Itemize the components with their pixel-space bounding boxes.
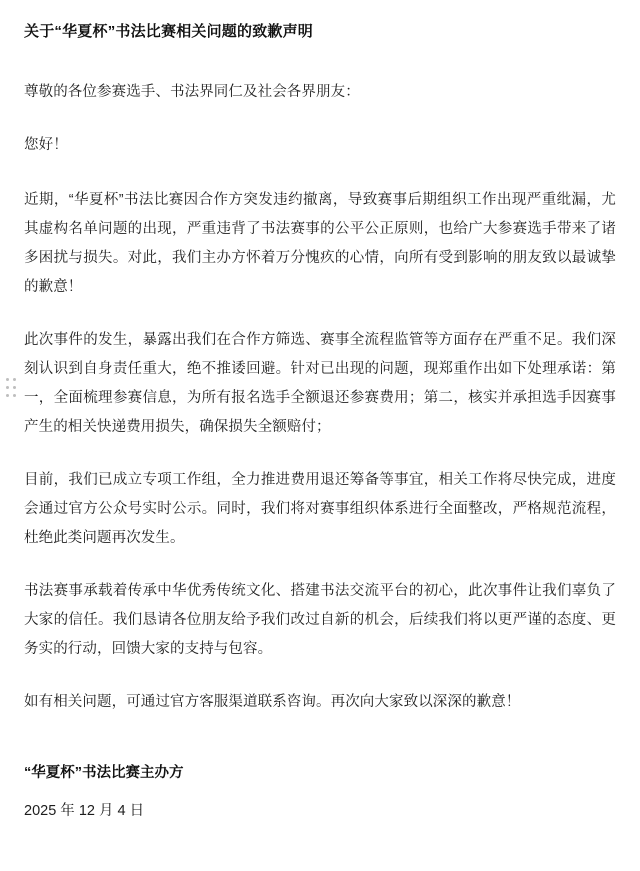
drag-handle-dot xyxy=(13,386,16,389)
date-text: 2025 年 12 月 4 日 xyxy=(24,803,145,819)
salutation-text: 尊敬的各位参赛选手、书法界同仁及社会各界朋友： xyxy=(24,84,360,100)
body-paragraph-4: 书法赛事承载着传承中华优秀传统文化、搭建书法交流平台的初心，此次事件让我们辜负了大家的信任。我们恳请各位朋友给予我们改过自新的机会，后续我们将以更严谨的态度、更务实的行动，回馈大家的支持与包容。 xyxy=(24,583,616,657)
body-paragraph-1: 近期，“华夏杯”书法比赛因合作方突发违约撤离，导致赛事后期组织工作出现严重纰漏，尤其虚构名单问题的出现，严重违背了书法赛事的公平公正原则，也给广大参赛选手带来了诸多困扰与损失。对此，我们主办方怀着万分愧疚的心情，向所有受到影响的朋友致以最诚挚的歉意！ xyxy=(24,192,616,295)
drag-handle-dot xyxy=(6,378,9,381)
drag-handle-dot xyxy=(6,386,9,389)
drag-handle-dot xyxy=(13,378,16,381)
body-paragraph-3: 目前，我们已成立专项工作组，全力推进费用退还筹备等事宜，相关工作将尽快完成，进度会通过官方公众号实时公示。同时，我们将对赛事组织体系进行全面整改，严格规范流程，杜绝此类问题再次发生。 xyxy=(24,472,616,546)
drag-handle-dot xyxy=(13,394,16,397)
signature-text: “华夏杯”书法比赛主办方 xyxy=(24,765,184,781)
drag-handle-dot xyxy=(6,394,9,397)
drag-handle-icon[interactable] xyxy=(6,378,16,404)
greeting-text: 您好！ xyxy=(24,137,68,153)
body-paragraph-5: 如有相关问题，可通过官方客服渠道联系咨询。再次向大家致以深深的歉意！ xyxy=(24,694,521,710)
page-title: 关于“华夏杯”书法比赛相关问题的致歉声明 xyxy=(24,23,314,40)
body-paragraph-2: 此次事件的发生，暴露出我们在合作方筛选、赛事全流程监管等方面存在严重不足。我们深刻认识到自身责任重大，绝不推诿回避。针对已出现的问题，现郑重作出如下处理承诺：第一，全面梳理参赛信息，为所有报名选手全额退还参赛费用；第二，核实并承担选手因赛事产生的相关快递费用损失，确保损失全额赔付； xyxy=(24,332,616,435)
